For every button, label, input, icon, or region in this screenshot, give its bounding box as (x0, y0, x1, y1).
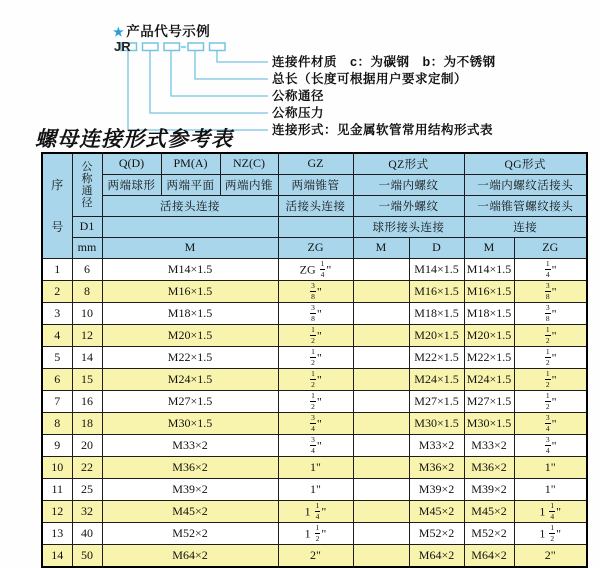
table-row (42, 544, 587, 567)
table-row (42, 456, 587, 478)
cell-qg-m: M39×2 (464, 478, 514, 500)
cell-seq: 4 (42, 324, 72, 346)
header-type-pma: 两端平面 (161, 174, 220, 195)
cell-qg-zg: $\frac{1}{2}$ " (514, 390, 587, 412)
header-thread-m: M (102, 237, 278, 258)
header-unit: mm (72, 237, 102, 258)
fraction: $\frac{1}{4}$ (320, 259, 325, 279)
header-dn: 公 称 通 径 (72, 153, 102, 216)
cell-qz-m (353, 522, 409, 544)
cell-m: M14×1.5 (102, 258, 278, 280)
cell-dn: 40 (72, 522, 102, 544)
header-type-qz: 一端内螺纹 (353, 174, 464, 195)
leader-line-material (217, 51, 268, 62)
header-group-qz: QZ形式 (353, 153, 464, 174)
fraction: $\frac{1}{2}$ (315, 523, 320, 543)
cell-qg-m: M33×2 (464, 434, 514, 456)
cell-m: M18×1.5 (102, 302, 278, 324)
cell-qz-d: M27×1.5 (409, 390, 464, 412)
diagram-heading (113, 20, 210, 40)
cell-gz: $\frac{3}{4}$ " (278, 434, 353, 456)
cell-qg-m: M27×1.5 (464, 390, 514, 412)
header-thread-qg-zg: ZG (514, 237, 587, 258)
cell-qg-m: M20×1.5 (464, 324, 514, 346)
label-length: 总长（长度可根据用户要求定制） (272, 72, 468, 86)
cell-gz: 1 $\frac{1}{4}$ " (278, 500, 353, 522)
cell-dn: 20 (72, 434, 102, 456)
header-subconn-qz: 球形接头连接 (353, 216, 464, 237)
cell-gz: 2" (278, 544, 353, 567)
fraction: $\frac{3}{8}$ (545, 303, 550, 323)
cell-qz-m (353, 258, 409, 280)
cell-m: M16×1.5 (102, 280, 278, 302)
cell-m: M22×1.5 (102, 346, 278, 368)
cell-m: M64×2 (102, 544, 278, 567)
fraction: $\frac{3}{4}$ (311, 435, 315, 455)
cell-qg-m: M30×1.5 (464, 412, 514, 434)
fraction: $\frac{1}{2}$ (550, 523, 555, 543)
cell-qz-m (353, 412, 409, 434)
cell-qg-zg: $\frac{1}{2}$ " (514, 324, 587, 346)
cell-qg-zg: 1" (514, 478, 587, 500)
header-subconn-qg: 连接 (464, 216, 587, 237)
cell-seq: 10 (42, 456, 72, 478)
nut-connection-table (41, 152, 588, 568)
cell-qg-zg: $\frac{1}{2}$ " (514, 368, 587, 390)
cell-dn: 32 (72, 500, 102, 522)
fraction: $\frac{3}{4}$ (311, 413, 315, 433)
code-box-3 (164, 43, 180, 51)
cell-seq: 9 (42, 434, 72, 456)
header-conn-gz: 活接头连接 (278, 195, 353, 216)
fraction: $\frac{1}{2}$ (545, 369, 550, 389)
cell-qg-m: M45×2 (464, 500, 514, 522)
header-conn-union: 活接头连接 (102, 195, 278, 216)
leader-line-connection (128, 51, 268, 130)
header-empty-m (102, 216, 278, 237)
cell-seq: 6 (42, 368, 72, 390)
cell-dn: 12 (72, 324, 102, 346)
fraction: $\frac{1}{4}$ (315, 501, 320, 521)
fraction: $\frac{1}{2}$ (545, 325, 550, 345)
header-d1: D1 (72, 216, 102, 237)
cell-qz-d: M45×2 (409, 500, 464, 522)
header-conn-qz: 一端外螺纹 (353, 195, 464, 216)
leader-line-pressure (150, 51, 268, 113)
table-row (42, 390, 587, 412)
code-box-5 (210, 43, 226, 51)
page-title: 螺母连接形式参考表 (35, 127, 233, 151)
fraction: $\frac{3}{8}$ (545, 281, 550, 301)
header-seq: 序 号 (42, 153, 72, 258)
table-row (42, 522, 587, 544)
cell-qg-zg: 1 $\frac{1}{2}$ " (514, 522, 587, 544)
header-group-qd: Q(D) (102, 153, 161, 174)
header-thread-zg: ZG (278, 237, 353, 258)
header-group-gz: GZ (278, 153, 353, 174)
cell-qz-m (353, 302, 409, 324)
cell-m: M52×2 (102, 522, 278, 544)
table-row (42, 434, 587, 456)
table-row (42, 346, 587, 368)
cell-qz-d: M14×1.5 (409, 258, 464, 280)
cell-dn: 10 (72, 302, 102, 324)
code-box-4 (188, 43, 204, 51)
table-row (42, 258, 587, 280)
fraction: $\frac{1}{4}$ (545, 259, 550, 279)
cell-dn: 8 (72, 280, 102, 302)
header-empty-gz (278, 216, 353, 237)
header-type-qg: 一端内螺纹活接头 (464, 174, 587, 195)
header-group-qg: QG形式 (464, 153, 587, 174)
cell-qz-d: M64×2 (409, 544, 464, 567)
code-box-2 (143, 43, 159, 51)
cell-m: M24×1.5 (102, 368, 278, 390)
cell-qg-zg: 1 $\frac{1}{4}$ " (514, 500, 587, 522)
header-type-qd: 两端球形 (102, 174, 161, 195)
cell-seq: 1 (42, 258, 72, 280)
table-row (42, 302, 587, 324)
fraction: $\frac{1}{2}$ (311, 347, 315, 367)
cell-qz-d: M18×1.5 (409, 302, 464, 324)
header-group-pma: PM(A) (161, 153, 220, 174)
cell-seq: 11 (42, 478, 72, 500)
cell-qg-zg: 2" (514, 544, 587, 567)
cell-qz-d: M30×1.5 (409, 412, 464, 434)
cell-qz-d: M36×2 (409, 456, 464, 478)
cell-dn: 6 (72, 258, 102, 280)
cell-qg-zg: $\frac{1}{2}$ " (514, 346, 587, 368)
cell-gz: 1" (278, 478, 353, 500)
table-row (42, 500, 587, 522)
cell-qg-m: M52×2 (464, 522, 514, 544)
cell-gz: 1" (278, 456, 353, 478)
cell-seq: 8 (42, 412, 72, 434)
header-type-nzc: 两端内锥 (220, 174, 278, 195)
table-row (42, 324, 587, 346)
label-diameter: 公称通径 (272, 89, 325, 103)
header-thread-qz-m: M (353, 237, 409, 258)
code-prefix: JR (114, 39, 131, 54)
label-connection: 连接形式：见金属软管常用结构形式表 (272, 123, 494, 137)
fraction: $\frac{1}{4}$ (550, 501, 555, 521)
cell-qz-m (353, 346, 409, 368)
cell-qz-d: M33×2 (409, 434, 464, 456)
cell-qg-m: M24×1.5 (464, 368, 514, 390)
cell-dn: 14 (72, 346, 102, 368)
cell-gz: $\frac{1}{2}$ " (278, 390, 353, 412)
header-conn-qg: 一端锥管螺纹接头 (464, 195, 587, 216)
label-material: 连接件材质 c：为碳钢 b：为不锈钢 (272, 55, 496, 69)
leader-line-length (195, 51, 268, 79)
cell-qg-m: M22×1.5 (464, 346, 514, 368)
cell-gz: $\frac{1}{2}$ " (278, 346, 353, 368)
cell-m: M27×1.5 (102, 390, 278, 412)
header-type-gz: 两端锥管 (278, 174, 353, 195)
cell-seq: 13 (42, 522, 72, 544)
fraction: $\frac{3}{8}$ (311, 303, 315, 323)
table-row (42, 368, 587, 390)
cell-qz-d: M16×1.5 (409, 280, 464, 302)
cell-qg-m: M36×2 (464, 456, 514, 478)
cell-qz-d: M24×1.5 (409, 368, 464, 390)
cell-qz-m (353, 500, 409, 522)
cell-qg-zg: $\frac{3}{4}$ " (514, 434, 587, 456)
table-row (42, 412, 587, 434)
leader-line-diameter (171, 51, 268, 96)
fraction: $\frac{1}{2}$ (545, 391, 550, 411)
cell-seq: 12 (42, 500, 72, 522)
cell-m: M20×1.5 (102, 324, 278, 346)
cell-qg-zg: $\frac{3}{4}$ " (514, 412, 587, 434)
cell-dn: 50 (72, 544, 102, 567)
fraction: $\frac{1}{2}$ (311, 369, 315, 389)
cell-qz-m (353, 434, 409, 456)
fraction: $\frac{3}{4}$ (545, 435, 550, 455)
cell-dn: 18 (72, 412, 102, 434)
cell-qz-m (353, 456, 409, 478)
cell-qz-m (353, 324, 409, 346)
header-thread-qg-m: M (464, 237, 514, 258)
cell-qg-zg: $\frac{1}{4}$ " (514, 258, 587, 280)
cell-gz: $\frac{3}{4}$ " (278, 412, 353, 434)
cell-qz-d: M20×1.5 (409, 324, 464, 346)
fraction: $\frac{1}{2}$ (545, 347, 550, 367)
cell-qg-zg: $\frac{3}{8}$ " (514, 280, 587, 302)
cell-qz-m (353, 390, 409, 412)
cell-qz-m (353, 368, 409, 390)
cell-m: M36×2 (102, 456, 278, 478)
cell-qz-d: M52×2 (409, 522, 464, 544)
fraction: $\frac{1}{2}$ (311, 325, 315, 345)
cell-gz: $\frac{1}{2}$ " (278, 324, 353, 346)
cell-seq: 2 (42, 280, 72, 302)
fraction: $\frac{3}{8}$ (311, 281, 315, 301)
cell-qz-d: M22×1.5 (409, 346, 464, 368)
cell-qg-zg: $\frac{3}{8}$ " (514, 302, 587, 324)
cell-m: M39×2 (102, 478, 278, 500)
cell-dn: 16 (72, 390, 102, 412)
cell-qg-zg: 1" (514, 456, 587, 478)
cell-qz-d: M39×2 (409, 478, 464, 500)
cell-gz: 1 $\frac{1}{2}$ " (278, 522, 353, 544)
cell-gz: ZG $\frac{1}{4}$ " (278, 258, 353, 280)
table-row (42, 478, 587, 500)
cell-gz: $\frac{3}{8}$ " (278, 280, 353, 302)
cell-dn: 15 (72, 368, 102, 390)
header-thread-qz-d: D (409, 237, 464, 258)
cell-m: M45×2 (102, 500, 278, 522)
cell-m: M33×2 (102, 434, 278, 456)
cell-m: M30×1.5 (102, 412, 278, 434)
cell-seq: 14 (42, 544, 72, 567)
label-pressure: 公称压力 (272, 106, 325, 120)
table-row (42, 280, 587, 302)
cell-qg-m: M64×2 (464, 544, 514, 567)
cell-qz-m (353, 280, 409, 302)
cell-gz: $\frac{1}{2}$ " (278, 368, 353, 390)
cell-qg-m: M14×1.5 (464, 258, 514, 280)
diagram-heading-text: 产品代号示例 (126, 24, 211, 39)
cell-dn: 22 (72, 456, 102, 478)
cell-qg-m: M16×1.5 (464, 280, 514, 302)
cell-seq: 3 (42, 302, 72, 324)
cell-qg-m: M18×1.5 (464, 302, 514, 324)
cell-seq: 5 (42, 346, 72, 368)
cell-gz: $\frac{3}{8}$ " (278, 302, 353, 324)
cell-qz-m (353, 544, 409, 567)
cell-seq: 7 (42, 390, 72, 412)
fraction: $\frac{1}{2}$ (311, 391, 315, 411)
fraction: $\frac{3}{4}$ (545, 413, 550, 433)
star-icon: ★ (113, 25, 125, 39)
cell-qz-m (353, 478, 409, 500)
cell-dn: 25 (72, 478, 102, 500)
header-group-nzc: NZ(C) (220, 153, 278, 174)
